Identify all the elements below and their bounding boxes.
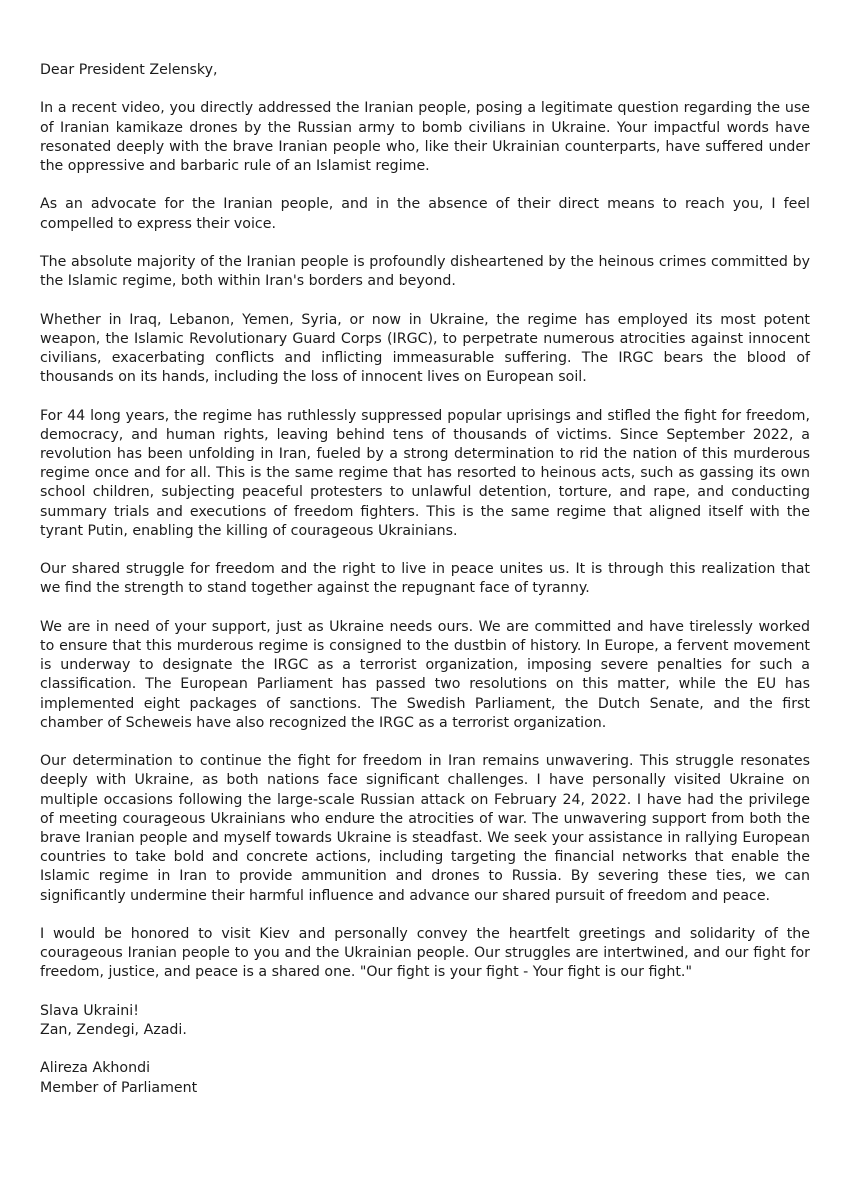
paragraph-6: Our shared struggle for freedom and the right to live in peace unites us. It is through this realization that we find the strength to stand together against the repugnant face of tyranny.	[40, 561, 810, 597]
signature	[40, 1059, 810, 1097]
paragraph-5: For 44 long years, the regime has ruthlessly suppressed popular uprisings and stifled the fight for freedom, democracy, and human rights, leaving behind tens of thousands of victims. Since September 2022, a revolution has been unfolding in Iran, fueled by a strong determination to rid the nation of this murderous regime once and for all. This is the same regime that has resorted to heinous acts, such as gassing its own school children, subjecting peaceful protesters to unlawful detention, torture, and rape, and conducting summary trials and executions of freedom fighters. This is the same regime that aligned itself with the tyrant Putin, enabling the killing of courageous Ukrainians.	[40, 407, 810, 539]
paragraph-7: We are in need of your support, just as Ukraine needs ours. We are committed and have tirelessly worked to ensure that this murderous regime is consigned to the dustbin of history. In Europe, a fervent movement is underway to designate the IRGC as a terrorist organization, imposing severe penalties for such a classification. The European Parliament has passed two resolutions on this matter, while the EU has implemented eight packages of sanctions. The Swedish Parliament, the Dutch Senate, and the first chamber of Scheweis have also recognized the IRGC as a terrorist organization.	[40, 618, 810, 731]
paragraph-4: Whether in Iraq, Lebanon, Yemen, Syria, or now in Ukraine, the regime has employed its most potent weapon, the Islamic Revolutionary Guard Corps (IRGC), to perpetrate numerous atrocities against innocent civilians, exacerbating conflicts and inflicting immeasurable suffering. The IRGC bears the blood of thousands on its hands, including the loss of innocent lives on European soil.	[40, 311, 810, 386]
paragraph-2: As an advocate for the Iranian people, and in the absence of their direct means to reach you, I feel compelled to express their voice.	[40, 196, 810, 232]
closing-line-2: Zan, Zendegi, Azadi.	[40, 1022, 187, 1038]
signature-title: Member of Parliament	[40, 1079, 198, 1096]
signature-name: Alireza Akhondi	[40, 1060, 151, 1077]
paragraph-1: In a recent video, you directly addressed the Iranian people, posing a legitimate question regarding the use of Iranian kamikaze drones by the Russian army to bomb civilians in Ukraine. Your impactful words have resonated deeply with the brave Iranian people who, like their Ukrainian counterparts, have suffered under the oppressive and barbaric rule of an Islamist regime.	[40, 100, 810, 174]
closing	[40, 1002, 810, 1040]
letter-body	[40, 61, 810, 1117]
paragraph-8: Our determination to continue the fight for freedom in Iran remains unwavering. This struggle resonates deeply with Ukraine, as both nations face significant challenges. I have personally visited Ukraine on multiple occasions following the large-scale Russian attack on February 24, 2022. I have had the privilege of meeting courageous Ukrainians who endure the atrocities of war. The unwavering support from both the brave Iranian people and myself towards Ukraine is steadfast. We seek your assistance in rallying European countries to take bold and concrete actions, including targeting the financial networks that enable the Islamic regime in Iran to provide ammunition and drones to Russia. By severing these ties, we can significantly undermine their harmful influence and advance our shared pursuit of freedom and peace.	[40, 753, 810, 904]
closing-line-1: Slava Ukraini!	[40, 1002, 139, 1019]
paragraph-9: I would be honored to visit Kiev and personally convey the heartfelt greetings and solidarity of the courageous Iranian people to you and the Ukrainian people. Our struggles are intertwined, and our fight for freedom, justice, and peace is a shared one. "Our fight is your fight - Your fight is our fight."	[40, 926, 810, 981]
paragraph-3: The absolute majority of the Iranian people is profoundly disheartened by the heinous crimes committed by the Islamic regime, both within Iran's borders and beyond.	[40, 253, 810, 290]
salutation: Dear President Zelensky,	[40, 62, 218, 78]
